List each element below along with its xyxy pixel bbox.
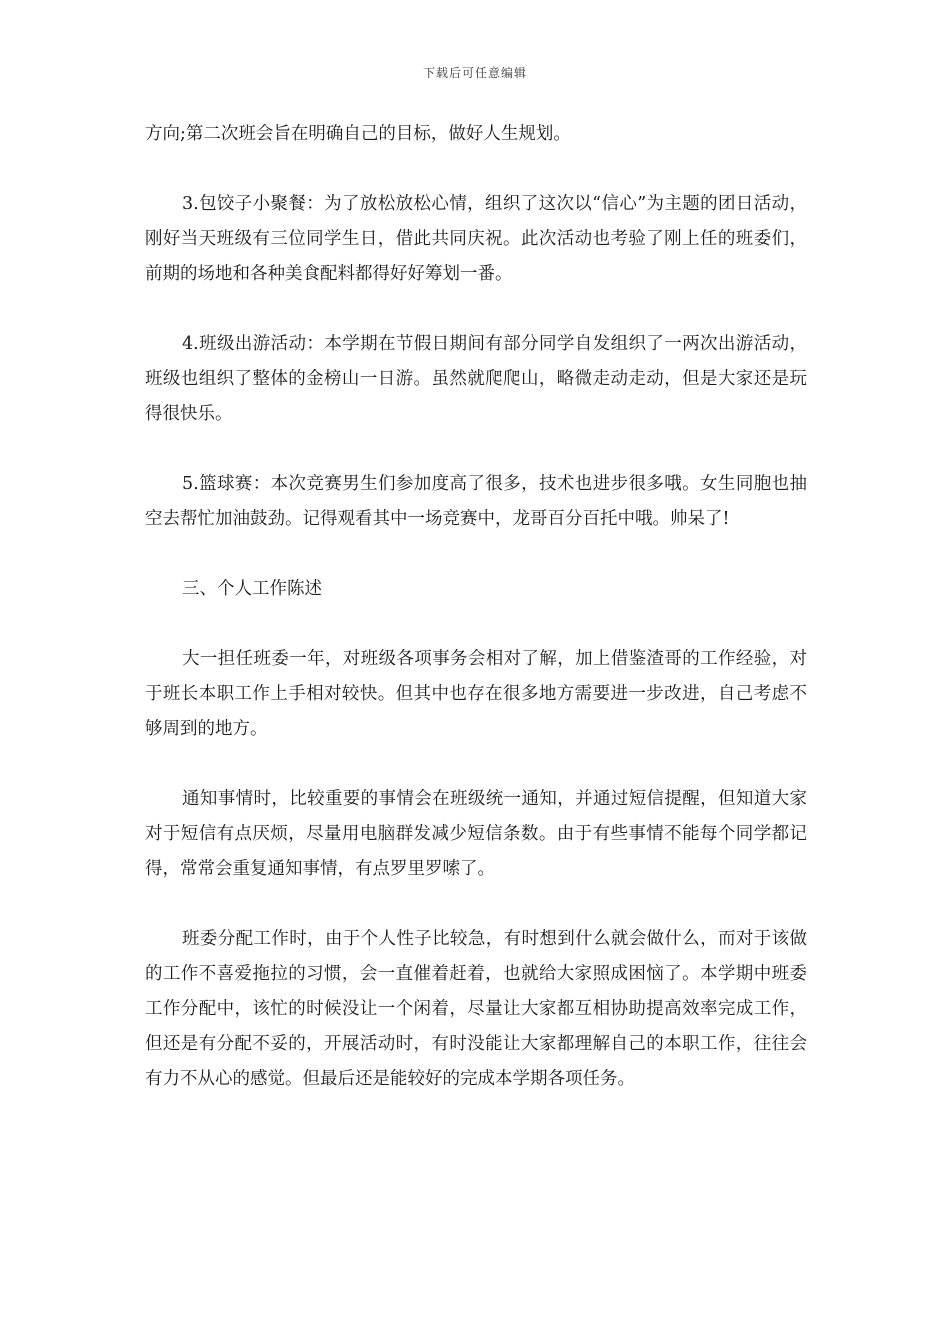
section-heading-personal-work: 三、个人工作陈述 [182,579,322,599]
paragraph-class-outing: 4.班级出游活动：本学期在节假日期间有部分同学自发组织了一两次出游活动，班级也组织了整体的金榜山一日游。虽然就爬爬山，略微走动走动，但是大家还是玩得很快乐。 [145,334,807,424]
paragraph-class-monitor-experience: 大一担任班委一年，对班级各项事务会相对了解，加上借鉴渣哥的工作经验，对于班长本职工作上手相对较快。但其中也存在很多地方需要进一步改进，自己考虑不够周到的地方。 [145,649,807,739]
paragraph-basketball: 5.篮球赛：本次竞赛男生们参加度高了很多，技术也进步很多哦。女生同胞也抽空去帮忙加油鼓劲。记得观看其中一场竞赛中，龙哥百分百托中哦。帅呆了! [145,474,807,529]
document-body [145,117,807,1132]
paragraph-task-allocation: 班委分配工作时，由于个人性子比较急，有时想到什么就会做什么，而对于该做的工作不喜爱拖拉的习惯，会一直催着赶着，也就给大家照成困恼了。本学期中班委工作分配中，该忙的时候没让一个闲着，尽量让大家都互相协助提高效率完成工作，但还是有分配不妥的，开展活动时，有时没能让大家都理解自己的本职工作，往往会有力不从心的感觉。但最后还是能较好的完成本学期各项任务。 [145,929,807,1089]
page-header-note: 下载后可任意编辑 [422,66,527,80]
paragraph-goal-planning: 方向;第二次班会旨在明确自己的目标，做好人生规划。 [145,124,571,144]
paragraph-dumpling-dinner: 3.包饺子小聚餐：为了放松放松心情，组织了这次以“信心”为主题的团日活动，刚好当天班级有三位同学生日，借此共同庆祝。此次活动也考验了刚上任的班委们，前期的场地和各种美食配料都得好好筹划一番。 [145,194,807,284]
paragraph-notifications: 通知事情时，比较重要的事情会在班级统一通知，并通过短信提醒，但知道大家对于短信有点厌烦，尽量用电脑群发减少短信条数。由于有些事情不能每个同学都记得，常常会重复通知事情，有点罗里罗嗦了。 [145,789,807,879]
